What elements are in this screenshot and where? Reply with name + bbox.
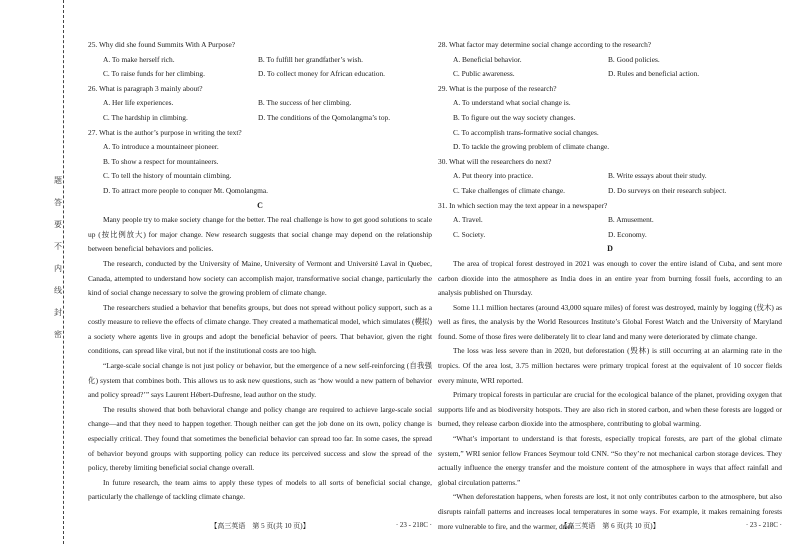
answer-option: D. Rules and beneficial action. [608, 69, 700, 79]
passage-paragraph: The results showed that both behavioral change and policy change are required to achieve large-scale social change—and that they need to happen together. Though neither can get the job done on its own, policy change is especially critical. They found that sometimes the beneficial behavior can spread too far. In some cases, the spread of behavior beyond groups with supporting policy can reduce its perceived success and slow the spread of the policy, thereby limiting beneficial social change overall. [88, 404, 432, 473]
option-row [88, 111, 432, 126]
binding-char: 不 [54, 242, 62, 251]
option-row [438, 213, 782, 228]
passage-paragraph: Primary tropical forests in particular are crucial for the ecological balance of the planet, providing oxygen that supports life and as biodiversity hotspots. They are also rich in stored carbon, and when these forests are logged or burned, they release carbon dioxide into the atmosphere, contributing to global warming. [438, 390, 782, 429]
answer-option: B. To figure out the way society changes. [453, 112, 576, 122]
answer-option: D. The conditions of the Qomolangma’s top. [258, 112, 391, 122]
binding-char: 题 [54, 176, 62, 185]
question-stem: 27. What is the author’s purpose in writing the text? [88, 127, 242, 137]
passage-paragraph: In future research, the team aims to apply these types of models to all sorts of beneficial social change, particularly the challenge of tackling climate change. [88, 477, 432, 502]
answer-option: A. To make herself rich. [103, 54, 175, 64]
answer-option: B. To show a respect for mountaineers. [103, 156, 219, 166]
answer-option: C. To tell the history of mountain climbing. [103, 171, 232, 181]
answer-option: D. To attract more people to conquer Mt. Qomolangma. [103, 185, 268, 195]
answer-option: A. To understand what social change is. [453, 98, 571, 108]
answer-option: C. To accomplish trans-formative social changes. [453, 127, 599, 137]
answer-option: D. To tackle the growing problem of climate change. [453, 142, 610, 152]
answer-option: C. Society. [453, 229, 486, 239]
passage-paragraph: Many people try to make society change for the better. The real challenge is how to get good solutions to scale up (按比例放大) for major change. New research suggests that social change may depend on the relationship between beneficial behaviors and policies. [88, 215, 432, 254]
answer-option: C. Take challenges of climate change. [453, 185, 566, 195]
question-stem: 25. Why did she found Summits With A Purpose? [88, 40, 236, 49]
answer-option: A. Put theory into practice. [453, 171, 534, 181]
passage-paragraph: “Large-scale social change is not just policy or behavior, but the emergence of a new self-reinforcing (自我强化) system that combines both. This allows us to ask new questions, such as ‘how would a new pattern of behavior and policy spread?’” says Laurent Hébert-Dufresne, lead author on the study. [88, 361, 432, 400]
right-page-column [438, 38, 782, 534]
answer-option: B. The success of her climbing. [258, 98, 352, 108]
page-number-label: 【高三英语 第 5 页(共 10 页)】 [210, 522, 310, 530]
page-number-label: 【高三英语 第 6 页(共 10 页)】 [560, 522, 660, 530]
option-row [88, 96, 432, 111]
option-row [438, 228, 782, 243]
answer-option: A. Her life experiences. [103, 98, 174, 108]
binding-char: 密 [54, 330, 62, 339]
section-heading: C [257, 200, 263, 210]
answer-option: B. To fulfill her grandfather’s wish. [258, 54, 363, 64]
option-row [438, 184, 782, 199]
answer-option: C. To raise funds for her climbing. [103, 69, 205, 79]
binding-char: 答 [54, 198, 62, 207]
passage-paragraph: The researchers studied a behavior that benefits groups, but does not spread without policy support, such as a costly measure to relieve the effects of climate change. They created a mathematical model, which simulates (模拟) a society where agents live in groups and adopt the beneficial behavior of peers. That behavior, given the right conditions, can spread like viral, but not if the institutional costs are too high. [88, 302, 432, 356]
section-heading: D [607, 244, 613, 254]
left-page-column [88, 38, 432, 505]
passage-paragraph: The loss was less severe than in 2020, but deforestation (毁林) is still occurring at an alarming rate in the tropics. Of the area lost, 3.75 million hectares were primary tropical forest at the equivalent of 10 soccer fields every minute, WRI reported. [438, 346, 782, 385]
question-stem: 28. What factor may determine social change according to the research? [438, 40, 652, 49]
question-stem: 26. What is paragraph 3 mainly about? [88, 83, 203, 93]
answer-option: A. Travel. [453, 215, 483, 225]
answer-option: C. The hardship in climbing. [103, 112, 188, 122]
question-stem: 31. In which section may the text appear in a newspaper? [438, 200, 608, 210]
option-row [88, 67, 432, 82]
answer-option: D. Do surveys on their research subject. [608, 185, 727, 195]
binding-char: 要 [54, 220, 62, 229]
answer-option: D. To collect money for African education. [258, 69, 385, 79]
binding-instruction [52, 170, 64, 346]
option-row [438, 169, 782, 184]
passage-paragraph: The research, conducted by the University of Maine, University of Vermont and Université Laval in Quebec, Canada, attempted to understand how society can accomplish major, transformative social change, particularly the kind of social change necessary to solve the growing problem of climate change. [88, 258, 432, 298]
answer-option: B. Good policies. [608, 54, 660, 64]
binding-margin [0, 0, 70, 544]
binding-char: 内 [54, 264, 62, 273]
passage-paragraph: The area of tropical forest destroyed in 2021 was enough to cover the entire island of Cuba, and sent more carbon dioxide into the atmosphere as India does in an entire year from burning fossil fuels, according to an analysis published on Thursday. [438, 258, 782, 298]
answer-option: A. Beneficial behavior. [453, 54, 522, 64]
binding-char: 封 [54, 308, 62, 317]
exam-code: · 23 - 218C · [745, 521, 782, 529]
question-stem: 29. What is the purpose of the research? [438, 83, 557, 93]
answer-option: B. Write essays about their study. [608, 171, 707, 181]
passage-paragraph: “What’s important to understand is that forests, especially tropical forests, are part of the global climate system,” WRI senior fellow Frances Seymour told CNN. “So they’re not mechanical carbon storage devices. They actually influence the energy transfer and the moisture content of the atmosphere in ways that affect rainfall and global circulation patterns.” [438, 434, 782, 487]
question-stem: 30. What will the researchers do next? [438, 156, 552, 166]
option-row [438, 67, 782, 82]
option-row [88, 53, 432, 68]
passage-paragraph: Some 11.1 million hectares (around 43,000 square miles) of forest was destroyed, mainly by logging (伐木) as well as fires, the analysis by the World Resources Institute’s Global Forest Watch and the University of Maryland found. Some of those fires were deliberately lit to clear land and many were deteriorated by climate change. [438, 302, 782, 341]
binding-char: 线 [54, 286, 62, 295]
exam-code: · 23 - 218C · [395, 521, 432, 529]
option-row [438, 53, 782, 68]
answer-option: A. To introduce a mountaineer pioneer. [103, 142, 219, 152]
passage-paragraph: “When deforestation happens, when forests are lost, it not only contributes carbon to the atmosphere, but also disrupts rainfall patterns and increases local temperatures in some ways. For example, it makes remaining forests more vulnerable to fire, and the warmer, drier [438, 492, 782, 531]
answer-option: C. Public awareness. [453, 69, 515, 79]
answer-option: D. Economy. [608, 229, 647, 239]
answer-option: B. Amusement. [608, 215, 654, 225]
